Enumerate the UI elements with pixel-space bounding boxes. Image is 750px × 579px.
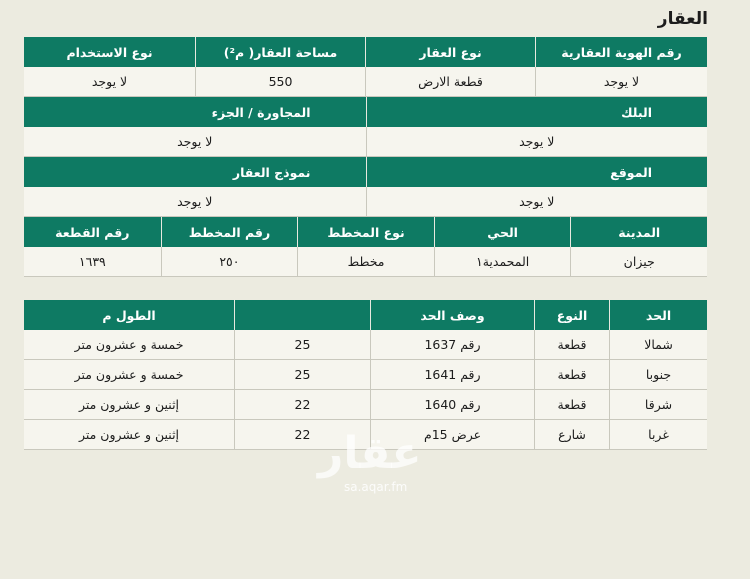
boundary-type: قطعة [534, 390, 609, 420]
boundary-direction: شمالا [609, 330, 707, 360]
boundary-length: 25 [234, 330, 370, 360]
boundary-type: قطعة [534, 330, 609, 360]
boundary-description: رقم 1641 [370, 360, 534, 390]
value-city: جيزان [570, 247, 707, 277]
table-row [24, 217, 707, 247]
boundary-length: 25 [234, 360, 370, 390]
header-blank [234, 300, 370, 330]
header-boundary: الحد [609, 300, 707, 330]
boundary-length: 22 [234, 390, 370, 420]
table-row [24, 360, 707, 390]
aqar-watermark-logo: عقار [318, 428, 422, 479]
table-row [24, 247, 707, 277]
header-plan-number: رقم المخطط [161, 217, 298, 247]
table-row [24, 97, 707, 127]
value-usage-type: لا يوجد [24, 67, 195, 97]
aqar-watermark-url: sa.aqar.fm [344, 480, 408, 494]
boundary-description: رقم 1640 [370, 390, 534, 420]
boundary-length-text: خمسة و عشرون متر [24, 330, 234, 360]
value-property-model: لا يوجد [24, 187, 366, 217]
header-city: المدينة [570, 217, 707, 247]
boundary-direction: جنوبا [609, 360, 707, 390]
header-property-area: مساحة العقار( م²) [195, 37, 365, 67]
table-row [24, 127, 707, 157]
table-row [24, 390, 707, 420]
table-row [24, 157, 707, 187]
header-property-type: نوع العقار [365, 37, 535, 67]
boundary-direction: غربا [609, 420, 707, 450]
table-row [24, 300, 707, 330]
boundary-length-text: إثنين و عشرون متر [24, 420, 234, 450]
header-block: البلك [366, 97, 708, 127]
value-plan-type: مخطط [297, 247, 434, 277]
boundary-type: شارع [534, 420, 609, 450]
header-usage-type: نوع الاستخدام [24, 37, 195, 67]
value-district: المحمدية١ [434, 247, 571, 277]
table-row [24, 37, 707, 67]
boundary-length-text: خمسة و عشرون متر [24, 360, 234, 390]
value-block: لا يوجد [366, 127, 708, 157]
value-location: لا يوجد [366, 187, 708, 217]
value-plan-number: ٢٥٠ [161, 247, 298, 277]
boundary-description: رقم 1637 [370, 330, 534, 360]
page-title: العقار [657, 9, 708, 29]
header-length: الطول م [24, 300, 234, 330]
header-description: وصف الحد [370, 300, 534, 330]
header-property-model: نموذج العقار [24, 157, 366, 187]
boundary-length: 22 [234, 420, 370, 450]
header-location: الموقع [366, 157, 708, 187]
value-neighborhood-part: لا يوجد [24, 127, 366, 157]
table-row [24, 330, 707, 360]
boundary-type: قطعة [534, 360, 609, 390]
header-property-id: رقم الهوية العقارية [535, 37, 707, 67]
value-plot-number: ١٦٣٩ [24, 247, 161, 277]
property-details-table [24, 37, 707, 277]
header-plot-number: رقم القطعة [24, 217, 161, 247]
header-neighborhood-part: المجاورة / الجزء [24, 97, 366, 127]
value-property-type: قطعة الارض [365, 67, 535, 97]
header-district: الحي [434, 217, 571, 247]
header-type: النوع [534, 300, 609, 330]
boundary-direction: شرقا [609, 390, 707, 420]
value-property-area: 550 [195, 67, 365, 97]
boundary-description: عرض 15م [370, 420, 534, 450]
value-property-id: لا يوجد [535, 67, 707, 97]
header-plan-type: نوع المخطط [297, 217, 434, 247]
table-row [24, 187, 707, 217]
boundary-length-text: إثنين و عشرون متر [24, 390, 234, 420]
table-row [24, 67, 707, 97]
